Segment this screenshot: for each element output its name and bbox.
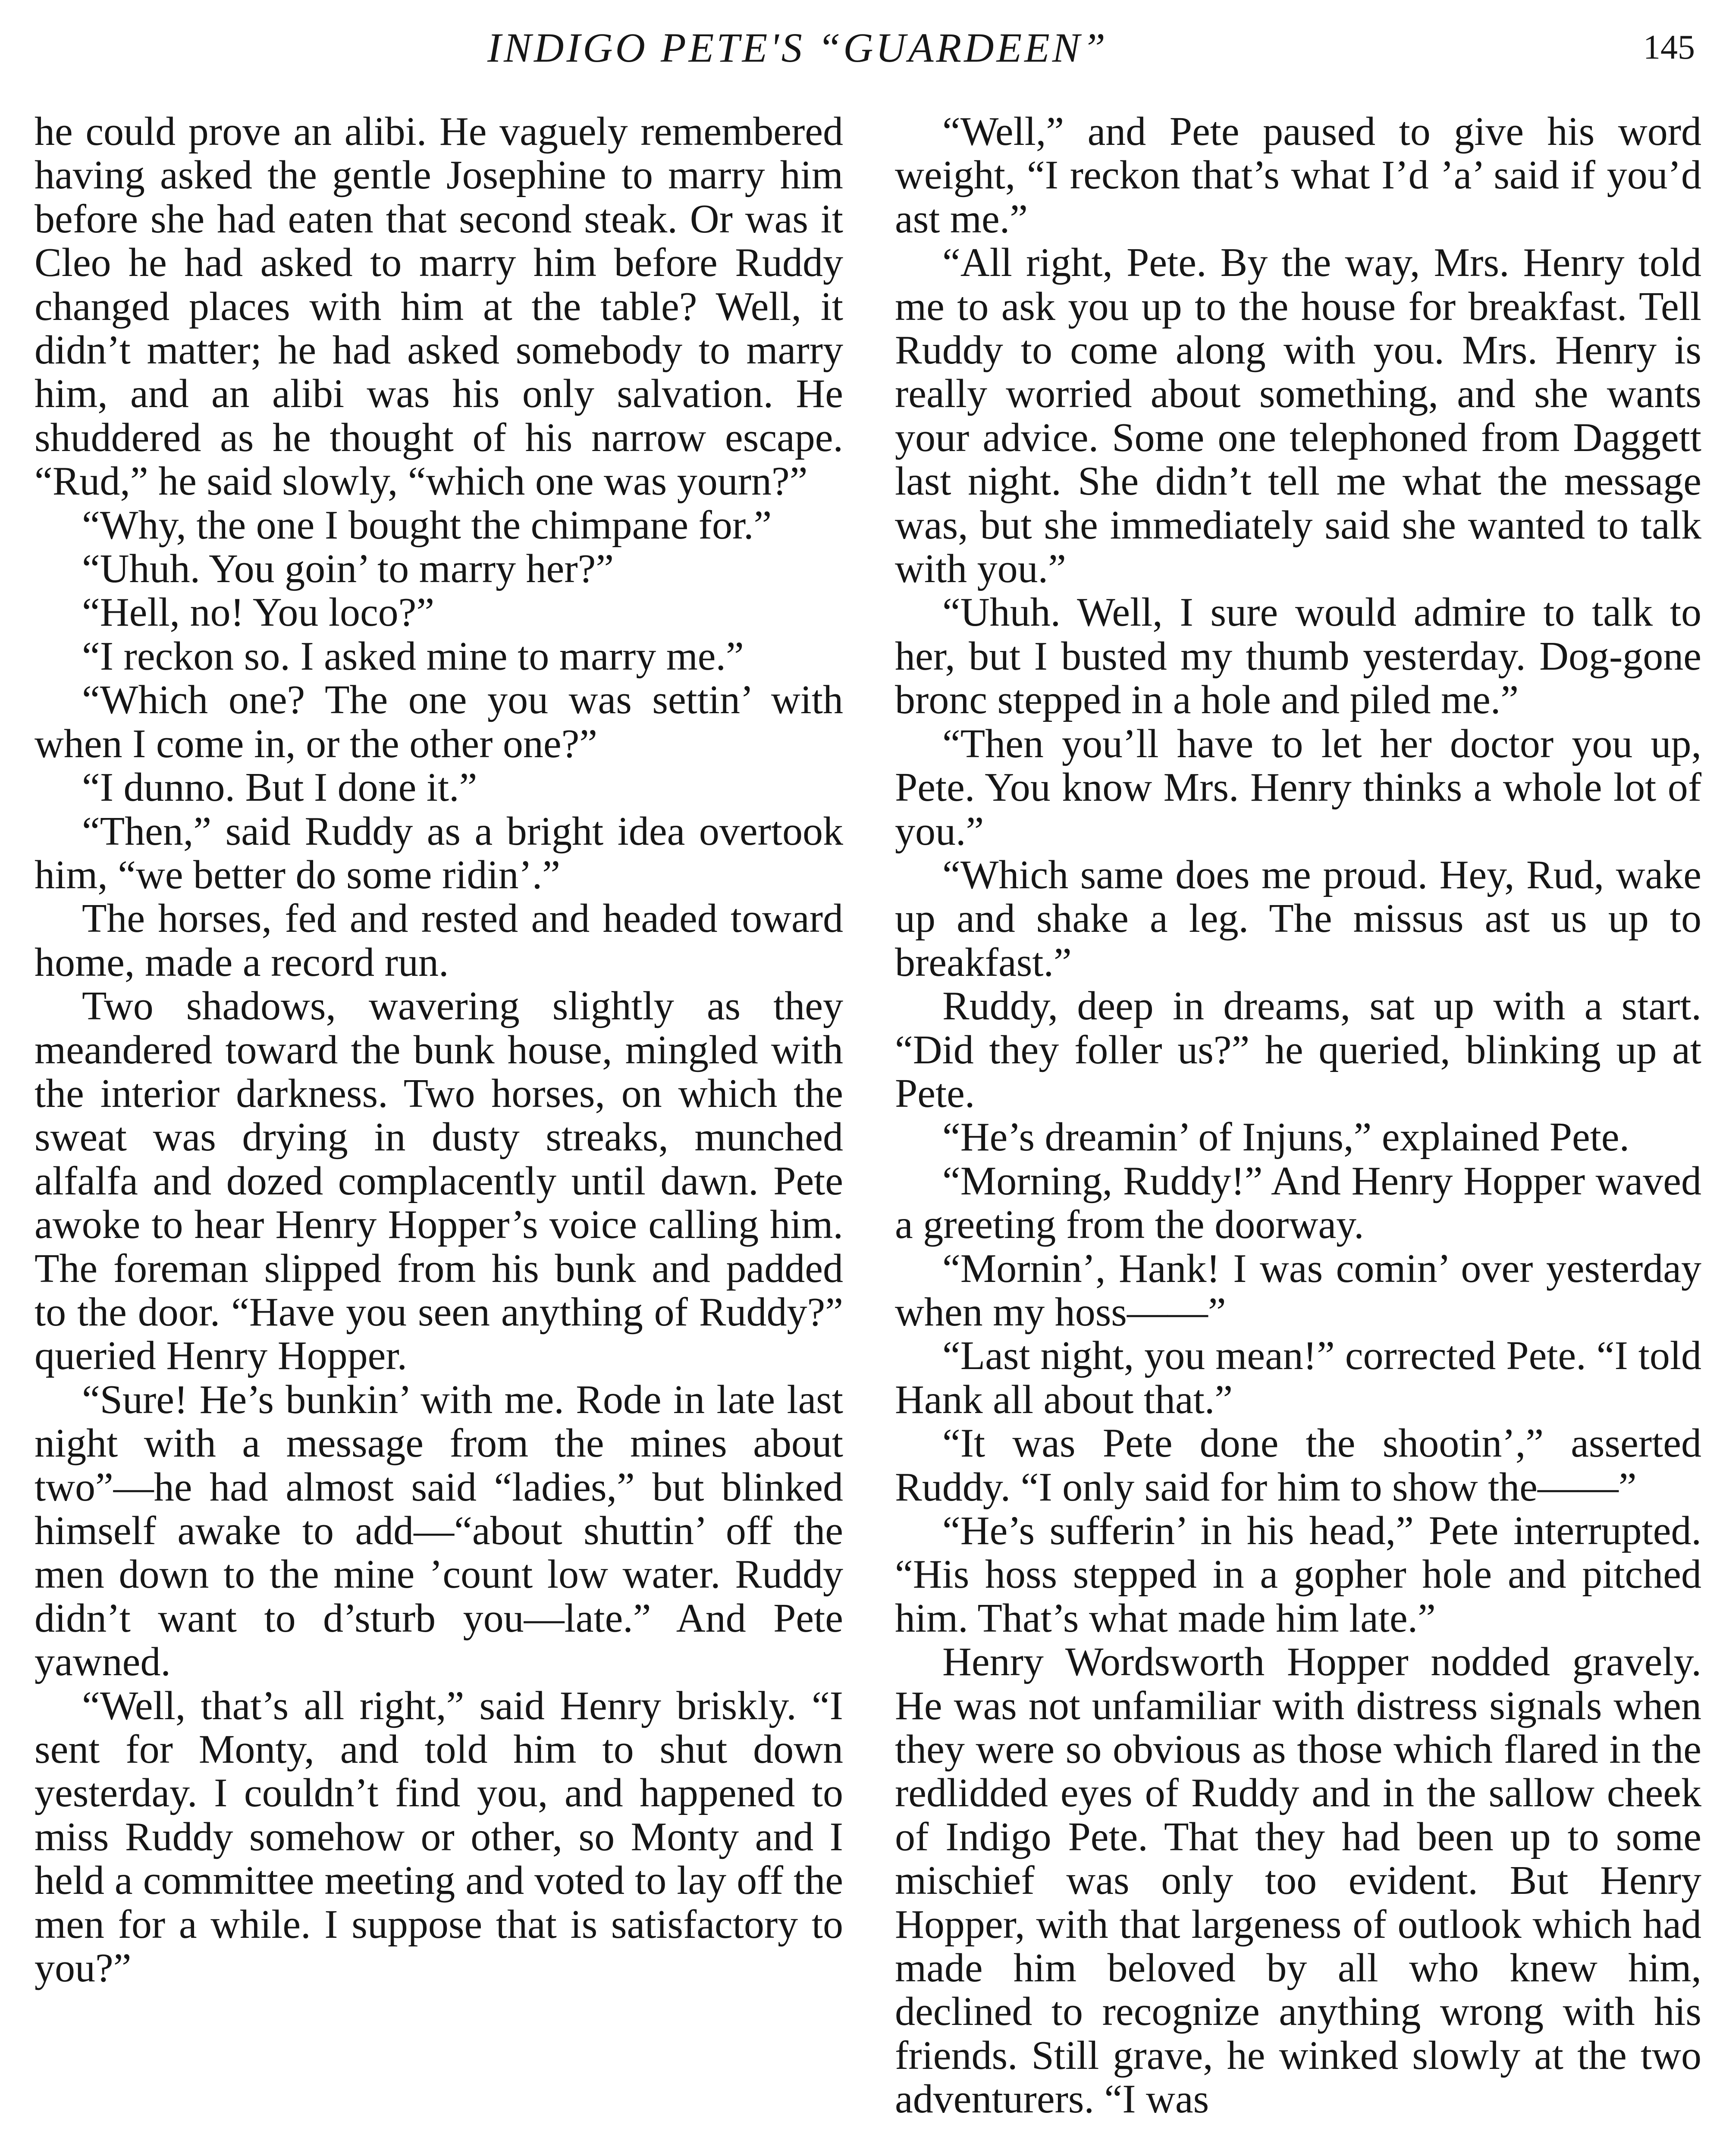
paragraph: Ruddy, deep in dreams, sat up with a start. “Did they foller us?” he queried, blinking up at Pete. <box>895 984 1701 1116</box>
paragraph: “I reckon so. I asked mine to marry me.” <box>82 633 744 679</box>
paragraph: Two shadows, wavering slightly as they meandered toward the bunk house, mingled with the interior darkness. Two horses, on which the sweat was drying in dusty streaks, munched alfalfa and dozed complacently until dawn. Pete awoke to hear Henry Hopper’s voice calling him. The foreman slipped from his bunk and padded to the door. “Have you seen anything of Ruddy?” queried Henry Hopper. <box>35 984 843 1379</box>
page-number: 145 <box>1643 28 1695 66</box>
paragraph: “He’s dreamin’ of Injuns,” explained Pete. <box>942 1115 1630 1160</box>
paragraph: “Sure! He’s bunkin’ with me. Rode in late last night with a message from the mines about two”—he had almost said “ladies,” but blinked himself awake to add—“about shuttin’ off the men down to the mine ’count low water. Ruddy didn’t want to d’sturb you—late.” And Pete yawned. <box>35 1377 843 1685</box>
paragraph: “Then you’ll have to let her doctor you up, Pete. You know Mrs. Henry thinks a whole lot of you.” <box>895 721 1701 854</box>
paragraph: “Which same does me proud. Hey, Rud, wake up and shake a leg. The missus ast us up to breakfast.” <box>895 852 1701 985</box>
paragraph: “Uhuh. You goin’ to marry her?” <box>82 546 614 592</box>
paragraph: “Mornin’, Hank! I was comin’ over yesterday when my hoss——” <box>895 1246 1701 1335</box>
right-column <box>895 110 1701 2122</box>
paragraph: he could prove an alibi. He vaguely remembered having asked the gentle Josephine to marry him before she had eaten that second steak. Or was it Cleo he had asked to marry him before Ruddy changed places with him at the table? Well, it didn’t matter; he had asked somebody to marry him, and an alibi was his only salvation. He shuddered as he thought of his narrow escape. “Rud,” he said slowly, “which one was yourn?” <box>35 109 843 504</box>
paragraph: “All right, Pete. By the way, Mrs. Henry told me to ask you up to the house for breakfast. Tell Ruddy to come along with you. Mrs. Henry is really worried about something, and she wants your advice. Some one telephoned from Daggett last night. She didn’t tell me what the message was, but she immediately said she wanted to talk with you.” <box>895 240 1701 592</box>
page-header <box>35 24 1695 80</box>
running-title: INDIGO PETE'S “GUARDEEN” <box>487 25 1108 71</box>
paragraph: “Well,” and Pete paused to give his word weight, “I reckon that’s what I’d ’a’ said if you’d ast me.” <box>895 109 1701 241</box>
paragraph: The horses, fed and rested and headed toward home, made a record run. <box>35 896 843 985</box>
paragraph: “Morning, Ruddy!” And Henry Hopper waved a greeting from the doorway. <box>895 1158 1701 1247</box>
paragraph: “I dunno. But I done it.” <box>82 765 477 810</box>
paragraph: “Hell, no! You loco?” <box>82 590 435 635</box>
paragraph: Henry Wordsworth Hopper nodded gravely. He was not unfamiliar with distress signals when they were so obvious as those which flared in the redlidded eyes of Ruddy and in the sallow cheek of Indigo Pete. That they had been up to some mischief was only too evident. But Henry Hopper, with that largeness of outlook which had made him beloved by all who knew him, declined to recognize anything wrong with his friends. Still grave, he winked slowly at the two adventurers. “I was <box>895 1639 1701 2122</box>
paragraph: “Then,” said Ruddy as a bright idea overtook him, “we better do some ridin’.” <box>35 808 843 897</box>
paragraph: “Which one? The one you was settin’ with when I come in, or the other one?” <box>35 677 843 766</box>
paragraph: “He’s sufferin’ in his head,” Pete interrupted. “His hoss stepped in a gopher hole and pitched him. That’s what made him late.” <box>895 1508 1701 1641</box>
paragraph: “Well, that’s all right,” said Henry briskly. “I sent for Monty, and told him to shut down yesterday. I couldn’t find you, and happened to miss Ruddy somehow or other, so Monty and I held a committee meeting and voted to lay off the men for a while. I suppose that is satisfactory to you?” <box>35 1683 843 1991</box>
paragraph: “Uhuh. Well, I sure would admire to talk to her, but I busted my thumb yesterday. Dog-gone bronc stepped in a hole and piled me.” <box>895 590 1701 723</box>
paragraph: “Last night, you mean!” corrected Pete. “I told Hank all about that.” <box>895 1333 1701 1422</box>
paragraph: “It was Pete done the shootin’,” asserted Ruddy. “I only said for him to show the——” <box>895 1421 1701 1510</box>
paragraph: “Why, the one I bought the chimpane for.” <box>82 502 772 548</box>
left-column <box>35 110 843 1990</box>
